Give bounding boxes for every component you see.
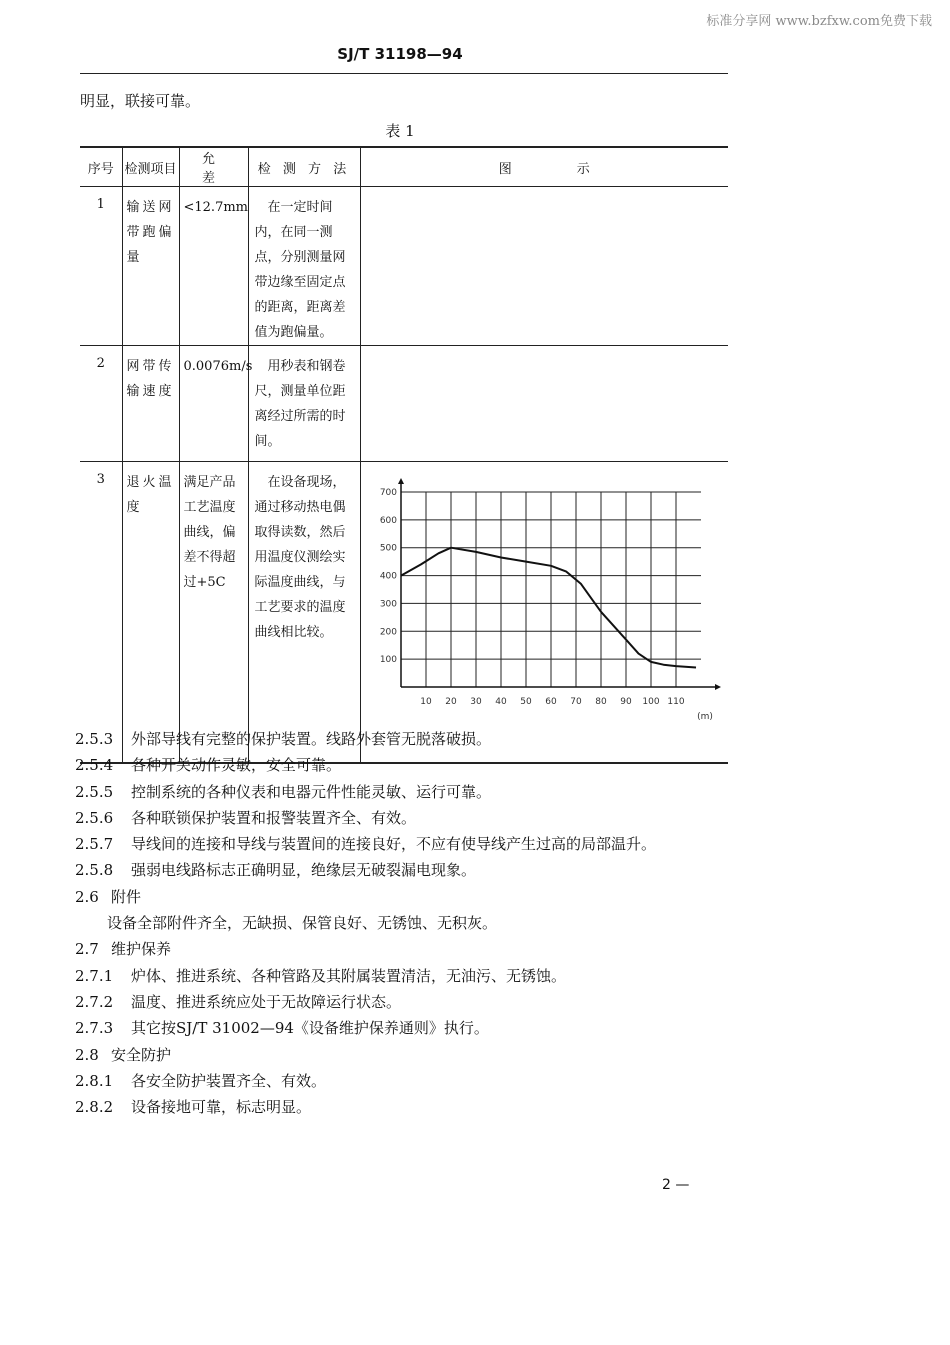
row-figure bbox=[360, 187, 728, 346]
section-text: 外部导线有完整的保护装置。线路外套管无脱落破损。 bbox=[131, 730, 492, 748]
section-line bbox=[75, 805, 735, 831]
section-text: 各种联锁保护装置和报警装置齐全、有效。 bbox=[131, 808, 417, 827]
y-tick-label: 400 bbox=[379, 571, 397, 582]
row-method: 在一定时间内，在同一测点，分别测量网带边缘至固定点的距离，距离差值为跑偏量。 bbox=[248, 187, 360, 346]
section-text: 各安全防护装置齐全、有效。 bbox=[131, 1071, 327, 1090]
x-tick-label: 70 bbox=[569, 697, 582, 707]
section-number: 2.5.5 bbox=[75, 782, 114, 801]
section-line bbox=[75, 936, 735, 962]
inspection-table bbox=[80, 146, 728, 764]
section-line bbox=[75, 831, 735, 857]
header-no: 序号 bbox=[80, 147, 122, 187]
x-tick-label: 30 bbox=[469, 697, 482, 707]
section-line bbox=[75, 1094, 735, 1120]
y-tick-label: 100 bbox=[379, 655, 397, 666]
y-axis-arrow bbox=[398, 478, 404, 484]
table-caption: 表 1 bbox=[385, 122, 415, 140]
x-tick-label: 60 bbox=[544, 697, 557, 707]
section-line bbox=[75, 726, 735, 752]
x-tick-label: 50 bbox=[519, 697, 532, 707]
continuation-text: 明显，联接可靠。 bbox=[80, 92, 201, 110]
header-rule bbox=[80, 73, 728, 74]
row-item: 网带传输速度 bbox=[122, 346, 179, 462]
row-tolerance: 0.0076m/s bbox=[179, 346, 248, 462]
row-method: 用秒表和钢卷尺，测量单位距离经过所需的时间。 bbox=[248, 346, 360, 462]
x-axis-label: (m) bbox=[696, 712, 713, 722]
section-number: 2.5.7 bbox=[75, 835, 114, 854]
section-text: 设备全部附件齐全，无缺损、保管良好、无锈蚀、无积灰。 bbox=[107, 914, 498, 933]
header-figure: 图 示 bbox=[360, 147, 728, 187]
table-header-row bbox=[80, 147, 728, 187]
section-line bbox=[75, 963, 735, 989]
section-text: 安全防护 bbox=[111, 1045, 172, 1064]
header-item: 检测项目 bbox=[122, 147, 179, 187]
section-text: 其它按SJ/T 31002—94《设备维护保养通则》执行。 bbox=[131, 1019, 489, 1038]
row-tolerance: 满足产品工艺温度曲线，偏差不得超过+5C bbox=[179, 462, 248, 764]
section-number: 2.6 bbox=[75, 887, 99, 906]
table-row bbox=[80, 346, 728, 462]
page-number: 2 — bbox=[662, 1177, 690, 1193]
row-item: 输送网带跑偏量 bbox=[122, 187, 179, 346]
x-tick-label: 100 bbox=[641, 697, 660, 707]
y-tick-label: 300 bbox=[379, 599, 397, 610]
x-tick-label: 20 bbox=[444, 697, 457, 707]
row-tolerance: <12.7mm bbox=[179, 187, 248, 346]
x-tick-label: 40 bbox=[494, 697, 507, 707]
section-line bbox=[75, 779, 735, 805]
section-text: 强弱电线路标志正确明显，绝缘层无破裂漏电现象。 bbox=[131, 861, 477, 880]
section-number: 2.7.3 bbox=[75, 1019, 114, 1038]
section-line bbox=[75, 1042, 735, 1068]
section-number: 2.5.6 bbox=[75, 808, 114, 827]
section-text: 附件 bbox=[111, 887, 142, 906]
y-tick-label: 600 bbox=[379, 515, 397, 526]
header-tolerance: 允 差 bbox=[179, 147, 248, 187]
section-number: 2.7 bbox=[75, 940, 99, 959]
row-figure bbox=[360, 462, 728, 764]
section-number: 2.5.4 bbox=[75, 756, 114, 775]
section-number: 2.8 bbox=[75, 1045, 99, 1064]
x-tick-label: 80 bbox=[594, 697, 607, 707]
section-text: 各种开关动作灵敏，安全可靠。 bbox=[131, 756, 342, 775]
section-line bbox=[75, 1015, 735, 1041]
row-number: 3 bbox=[80, 462, 122, 764]
section-number: 2.5.8 bbox=[75, 861, 114, 880]
row-item: 退火温度 bbox=[122, 462, 179, 764]
x-tick-label: 10 bbox=[419, 697, 432, 707]
section-number: 2.8.1 bbox=[75, 1071, 114, 1090]
section-line bbox=[75, 884, 735, 910]
watermark: 标准分享网 www.bzfxw.com免费下载 bbox=[706, 14, 932, 29]
section-text: 控制系统的各种仪表和电器元件性能灵敏、运行可靠。 bbox=[131, 782, 492, 801]
section-text: 维护保养 bbox=[111, 940, 172, 959]
section-text: 设备接地可靠，标志明显。 bbox=[131, 1098, 312, 1117]
section-line bbox=[75, 989, 735, 1015]
temperature-curve bbox=[401, 548, 696, 668]
section-line bbox=[75, 752, 735, 778]
section-text: 温度、推进系统应处于无故障运行状态。 bbox=[131, 992, 402, 1011]
section-list bbox=[75, 726, 735, 1120]
row-method: 在设备现场，通过移动热电偶取得读数，然后用温度仪测绘实际温度曲线，与工艺要求的温度曲线相比较。 bbox=[248, 462, 360, 764]
section-number: 2.8.2 bbox=[75, 1098, 114, 1117]
section-text: 炉体、推进系统、各种管路及其附属装置清洁，无油污、无锈蚀。 bbox=[131, 966, 567, 985]
document-code: SJ/T 31198—94 bbox=[337, 45, 463, 63]
section-number: 2.7.2 bbox=[75, 992, 114, 1011]
section-number: 2.5.3 bbox=[75, 730, 114, 748]
header-method: 检 测 方 法 bbox=[248, 147, 360, 187]
row-figure bbox=[360, 346, 728, 462]
section-text: 导线间的连接和导线与装置间的连接良好，不应有使导线产生过高的局部温升。 bbox=[131, 835, 657, 854]
x-tick-label: 110 bbox=[666, 697, 685, 707]
table-row bbox=[80, 462, 728, 764]
y-tick-label: 200 bbox=[379, 627, 397, 638]
section-number: 2.7.1 bbox=[75, 966, 114, 985]
x-axis-arrow bbox=[715, 684, 721, 690]
row-number: 1 bbox=[80, 187, 122, 346]
temperature-chart bbox=[361, 462, 727, 742]
x-tick-label: 90 bbox=[619, 697, 632, 707]
section-line bbox=[75, 1068, 735, 1094]
table-row bbox=[80, 187, 728, 346]
y-tick-label: 500 bbox=[379, 543, 397, 554]
section-line bbox=[75, 910, 735, 936]
y-tick-label: 700 bbox=[379, 488, 397, 498]
row-number: 2 bbox=[80, 346, 122, 462]
section-line bbox=[75, 857, 735, 883]
